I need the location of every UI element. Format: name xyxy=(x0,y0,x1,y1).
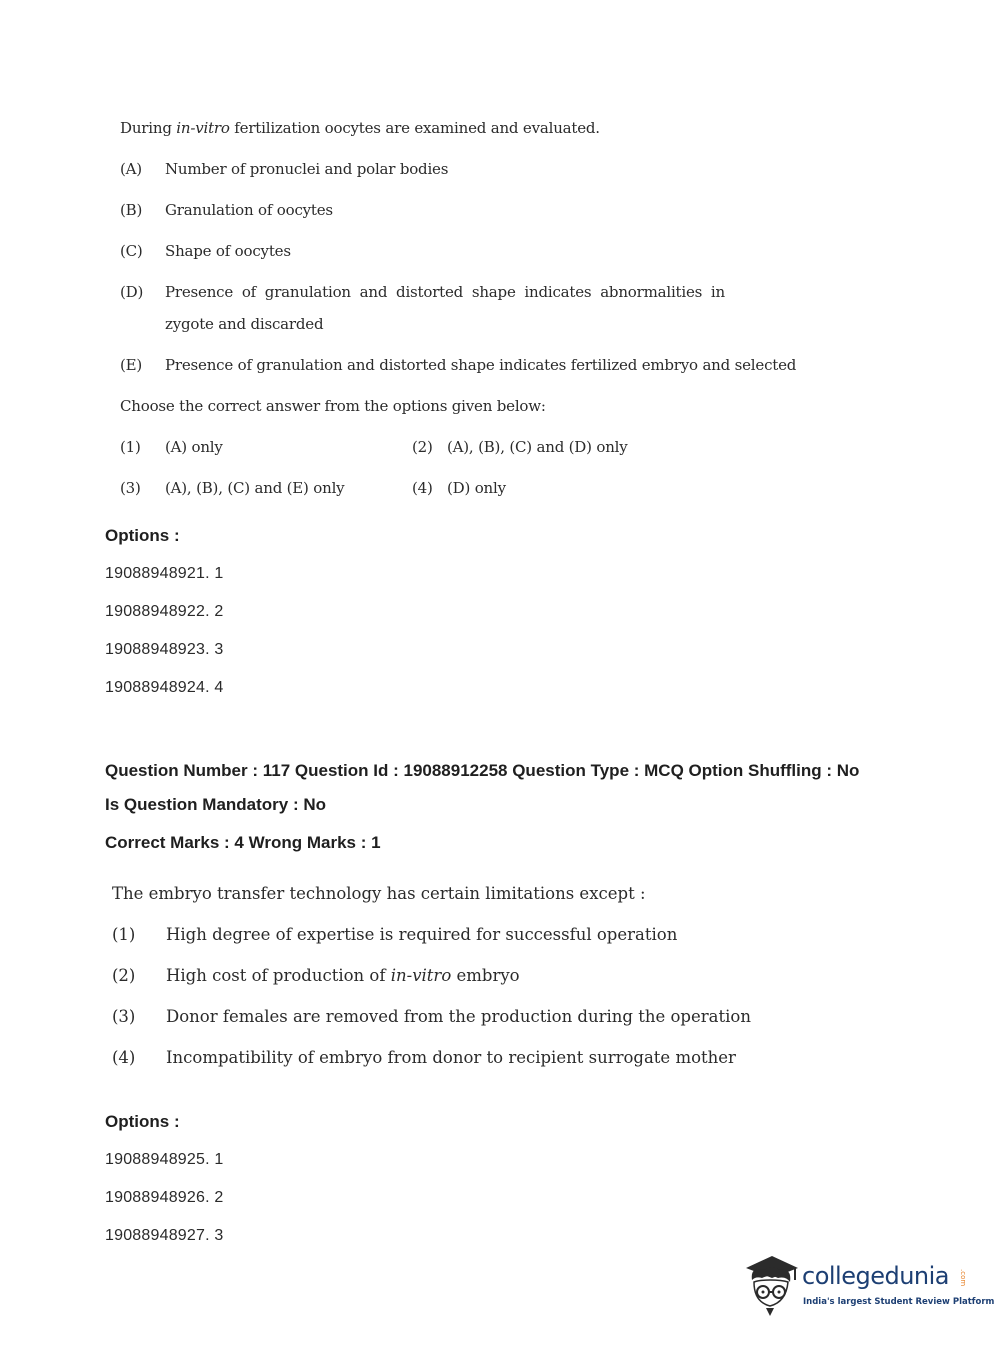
choice-text: (A), (B), (C) and (E) only xyxy=(165,479,345,497)
option-item: 19088948927. 3 xyxy=(105,1227,224,1244)
question-1-block xyxy=(120,116,797,500)
statement-text: Presence of granulation and distorted shape indicates abnormalities in zygote and discarded xyxy=(165,283,725,333)
choice-text: (A) only xyxy=(165,438,223,456)
option-item: 19088948922. 2 xyxy=(105,603,224,620)
choice-text: (D) only xyxy=(447,479,506,497)
option-item: 19088948925. 1 xyxy=(105,1151,224,1168)
statement-label: (E) xyxy=(120,356,143,374)
choice-label: (2) xyxy=(112,966,136,985)
statement-c xyxy=(120,239,760,263)
statement-text: Number of pronuclei and polar bodies xyxy=(165,160,449,178)
choices-row-1 xyxy=(120,435,760,459)
question-1-instruction: Choose the correct answer from the options given below: xyxy=(120,397,546,415)
options-2-title: Options : xyxy=(105,1112,180,1131)
choice-text: High degree of expertise is required for successful operation xyxy=(166,925,678,944)
choice-label: (1) xyxy=(112,925,136,944)
choice-label: (1) xyxy=(120,438,141,456)
choice-text: (A), (B), (C) and (D) only xyxy=(447,438,628,456)
statement-text: Shape of oocytes xyxy=(165,242,291,260)
logo-suffix: .com xyxy=(959,1269,967,1287)
choice-label: (4) xyxy=(112,1048,136,1067)
question-1-stem-suffix: fertilization oocytes are examined and evaluated. xyxy=(229,119,600,137)
mascot-icon xyxy=(742,1250,802,1320)
statement-label: (D) xyxy=(120,283,144,301)
question-meta-line-3: Correct Marks : 4 Wrong Marks : 1 xyxy=(105,833,381,852)
choice-text: Incompatibility of embryo from donor to recipient surrogate mother xyxy=(166,1048,736,1067)
q2-choice-2 xyxy=(112,964,732,988)
options-1-title: Options : xyxy=(105,526,180,545)
option-item: 19088948926. 2 xyxy=(105,1189,224,1206)
choice-label: (4) xyxy=(412,479,433,497)
question-meta-line-1: Question Number : 117 Question Id : 19088912258 Question Type : MCQ Option Shuffling : No xyxy=(105,761,860,780)
choice-label: (2) xyxy=(412,438,433,456)
logo-tagline: India's largest Student Review Platform xyxy=(803,1297,995,1307)
q2-choice-1 xyxy=(112,923,732,947)
option-item: 19088948923. 3 xyxy=(105,641,224,658)
statement-label: (A) xyxy=(120,160,142,178)
question-2-block xyxy=(112,882,751,1070)
choice-text-italic: in-vitro xyxy=(390,966,452,985)
choice-text-suffix: embryo xyxy=(451,966,520,985)
option-item: 19088948924. 4 xyxy=(105,679,224,696)
statement-b xyxy=(120,198,760,222)
choice-text xyxy=(166,964,520,988)
question-1-stem xyxy=(120,116,760,140)
option-item: 19088948921. 1 xyxy=(105,565,224,582)
statement-e xyxy=(120,353,797,377)
collegedunia-logo xyxy=(742,1250,995,1320)
statement-label: (B) xyxy=(120,201,143,219)
choice-text: Donor females are removed from the production during the operation xyxy=(166,1007,751,1026)
logo-wordmark: collegedunia xyxy=(802,1262,950,1290)
choices-row-2 xyxy=(120,476,760,500)
question-meta-line-2: Is Question Mandatory : No xyxy=(105,795,327,814)
statement-text: Presence of granulation and distorted shape indicates fertilized embryo and selected xyxy=(165,356,797,374)
choice-text-prefix: High cost of production of xyxy=(166,966,391,985)
statement-d xyxy=(120,280,760,336)
statement-a xyxy=(120,157,760,181)
question-1-stem-italic: in-vitro xyxy=(176,119,230,137)
question-1-stem-prefix: During xyxy=(120,119,177,137)
q2-choice-4 xyxy=(112,1046,736,1070)
statement-text: Granulation of oocytes xyxy=(165,201,333,219)
choice-label: (3) xyxy=(120,479,141,497)
question-2-stem: The embryo transfer technology has certain limitations except : xyxy=(112,884,646,903)
statement-label: (C) xyxy=(120,242,143,260)
choice-label: (3) xyxy=(112,1007,136,1026)
q2-choice-3 xyxy=(112,1005,751,1029)
